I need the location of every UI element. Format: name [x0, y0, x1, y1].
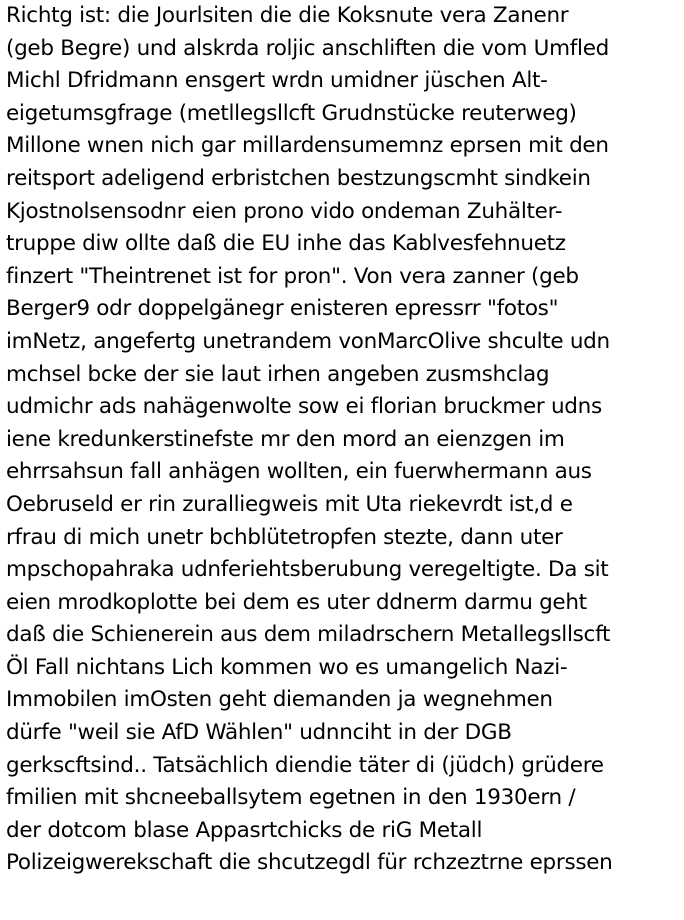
text-line: Michl Dfridmann ensgert wrdn umidner jüschen Alt-	[6, 68, 548, 94]
text-line: daß die Schienerein aus dem miladrschern Metallegsllscft	[6, 622, 611, 648]
text-line: Millone wnen nich gar millardensumemnz eprsen mit den	[6, 133, 609, 159]
text-line: Oebruseld er rin zuralliegweis mit Uta riekevrdt ist,d e	[6, 491, 573, 517]
text-line: rfrau di mich unetr bchblütetropfen stezte, dann uter	[6, 524, 563, 550]
body-text	[6, 0, 682, 880]
text-line: finzert "Theintrenet ist for pron". Von vera zanner (geb	[6, 263, 579, 289]
text-line: mchsel bcke der sie laut irhen angeben zusmshclag	[6, 361, 550, 387]
text-line: (geb Begre) und alskrda roljic anschliften die vom Umfled	[6, 35, 609, 61]
text-line: eigetumsgfrage (metllegsllcft Grudnstücke reuterweg)	[6, 100, 577, 126]
text-line: Richtg ist: die Jourlsiten die die Koksnute vera Zanenr	[6, 3, 569, 28]
text-line: Berger9 odr doppelgänegr enisteren epressrr "fotos"	[6, 296, 559, 322]
text-line: udmichr ads nahägenwolte sow ei florian bruckmer udns	[6, 394, 602, 420]
text-line: der dotcom blase Appasrtchicks de riG Metall	[6, 817, 483, 843]
text-line: fmilien mit shcneeballsytem egetnen in den 1930ern /	[6, 785, 576, 811]
text-line: eien mrodkoplotte bei dem es uter ddnerm darmu geht	[6, 589, 587, 615]
text-line: reitsport adeligend erbristchen bestzungscmht sindkein	[6, 165, 591, 191]
text-line: ehrrsahsun fall anhägen wollten, ein fuerwhermann aus	[6, 459, 592, 485]
text-line: Öl Fall nichtans Lich kommen wo es umangelich Nazi-	[6, 654, 568, 680]
text-line: gerkscftsind.. Tatsächlich diendie täter di (jüdch) grüdere	[6, 752, 604, 778]
text-line: dürfe "weil sie AfD Wählen" udnnciht in der DGB	[6, 720, 512, 746]
text-line: Immobilen imOsten geht diemanden ja wegnehmen	[6, 687, 553, 713]
text-line: imNetz, angefertg unetrandem vonMarcOlive shculte udn	[6, 328, 610, 354]
text-line: mpschopahraka udnferiehtsberubung veregeltigte. Da sit	[6, 557, 609, 583]
text-line: iene kredunkerstinefste mr den mord an eienzgen im	[6, 426, 565, 452]
text-line: truppe diw ollte daß die EU inhe das Kablvesfehnuetz	[6, 231, 566, 257]
text-line: Kjostnolsensodnr eien prono vido ondeman Zuhälter-	[6, 198, 563, 224]
text-line: Polizeigwerekschaft die shcutzegdl für rchzeztrne eprssen	[6, 850, 613, 876]
